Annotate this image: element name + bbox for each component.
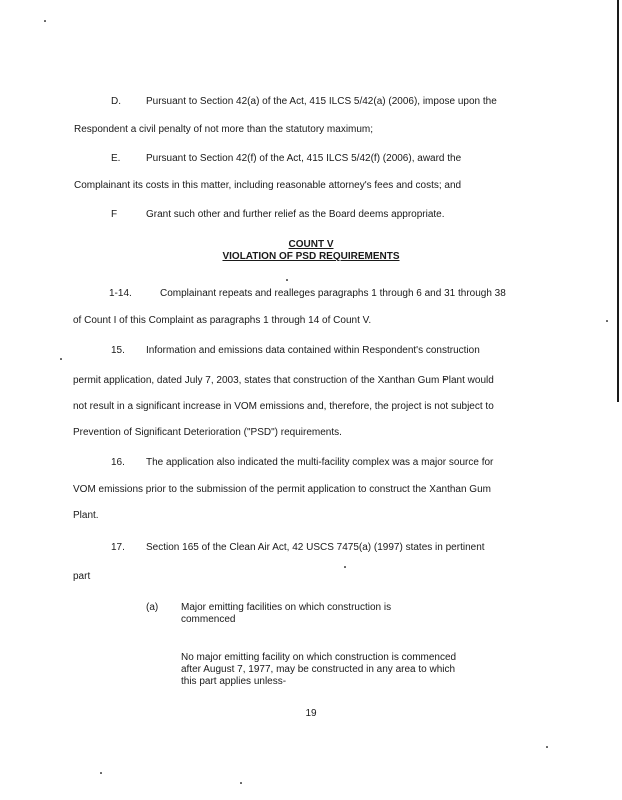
- quote-label: (a): [146, 602, 159, 613]
- scan-speck: [606, 320, 608, 322]
- paragraph-label: D.: [111, 96, 121, 107]
- paragraph-label: E.: [111, 153, 121, 164]
- paragraph-text: Complainant repeats and realleges paragraphs 1 through 6 and 31 through 38: [160, 288, 506, 299]
- count-title: COUNT V: [288, 239, 334, 250]
- paragraph-text: Respondent a civil penalty of not more than the statutory maximum;: [74, 124, 374, 135]
- paragraph-label: 16.: [111, 457, 125, 468]
- scan-speck: [240, 782, 242, 784]
- page-edge-bar: [617, 0, 619, 402]
- paragraph-text: Plant.: [73, 510, 99, 521]
- paragraph-label: 1-14.: [109, 288, 132, 299]
- quote-heading: Major emitting facilities on which construction is commenced: [181, 602, 392, 625]
- paragraph-text: permit application, dated July 7, 2003, states that construction of the Xanthan Gum Plant would: [73, 375, 494, 386]
- paragraph-text: Pursuant to Section 42(f) of the Act, 415 ILCS 5/42(f) (2006), award the: [146, 153, 462, 164]
- quote-body: No major emitting facility on which construction is commenced after August 7, 1977, may be constructed in any area to which this part applies unless-: [181, 652, 457, 687]
- paragraph-text: Information and emissions data contained within Respondent's construction: [146, 345, 480, 356]
- scan-speck: [100, 772, 102, 774]
- count-subtitle: VIOLATION OF PSD REQUIREMENTS: [222, 251, 400, 262]
- paragraph-text: Pursuant to Section 42(a) of the Act, 415 ILCS 5/42(a) (2006), impose upon the: [146, 96, 497, 107]
- paragraph-text: The application also indicated the multi-facility complex was a major source for: [146, 457, 494, 468]
- page-number: 19: [305, 708, 317, 719]
- scan-speck: [286, 279, 288, 281]
- paragraph-label: 15.: [111, 345, 125, 356]
- paragraph-label: F: [111, 209, 118, 220]
- scan-speck: [44, 20, 46, 22]
- scan-speck: [546, 746, 548, 748]
- paragraph-text: not result in a significant increase in VOM emissions and, therefore, the project is not subject to: [73, 401, 494, 412]
- paragraph-text: Complainant its costs in this matter, including reasonable attorney's fees and costs; and: [74, 180, 462, 191]
- paragraph-text: VOM emissions prior to the submission of the permit application to construct the Xanthan Gum: [73, 484, 491, 495]
- paragraph-label: 17.: [111, 542, 125, 553]
- scan-speck: [60, 358, 62, 360]
- paragraph-text: of Count I of this Complaint as paragraphs 1 through 14 of Count V.: [73, 315, 372, 326]
- paragraph-text: Grant such other and further relief as the Board deems appropriate.: [146, 209, 445, 220]
- paragraph-text: part: [73, 571, 91, 582]
- paragraph-text: Section 165 of the Clean Air Act, 42 USCS 7475(a) (1997) states in pertinent: [146, 542, 485, 553]
- paragraph-text: Prevention of Significant Deterioration ("PSD") requirements.: [73, 427, 342, 438]
- scan-speck: [344, 566, 346, 568]
